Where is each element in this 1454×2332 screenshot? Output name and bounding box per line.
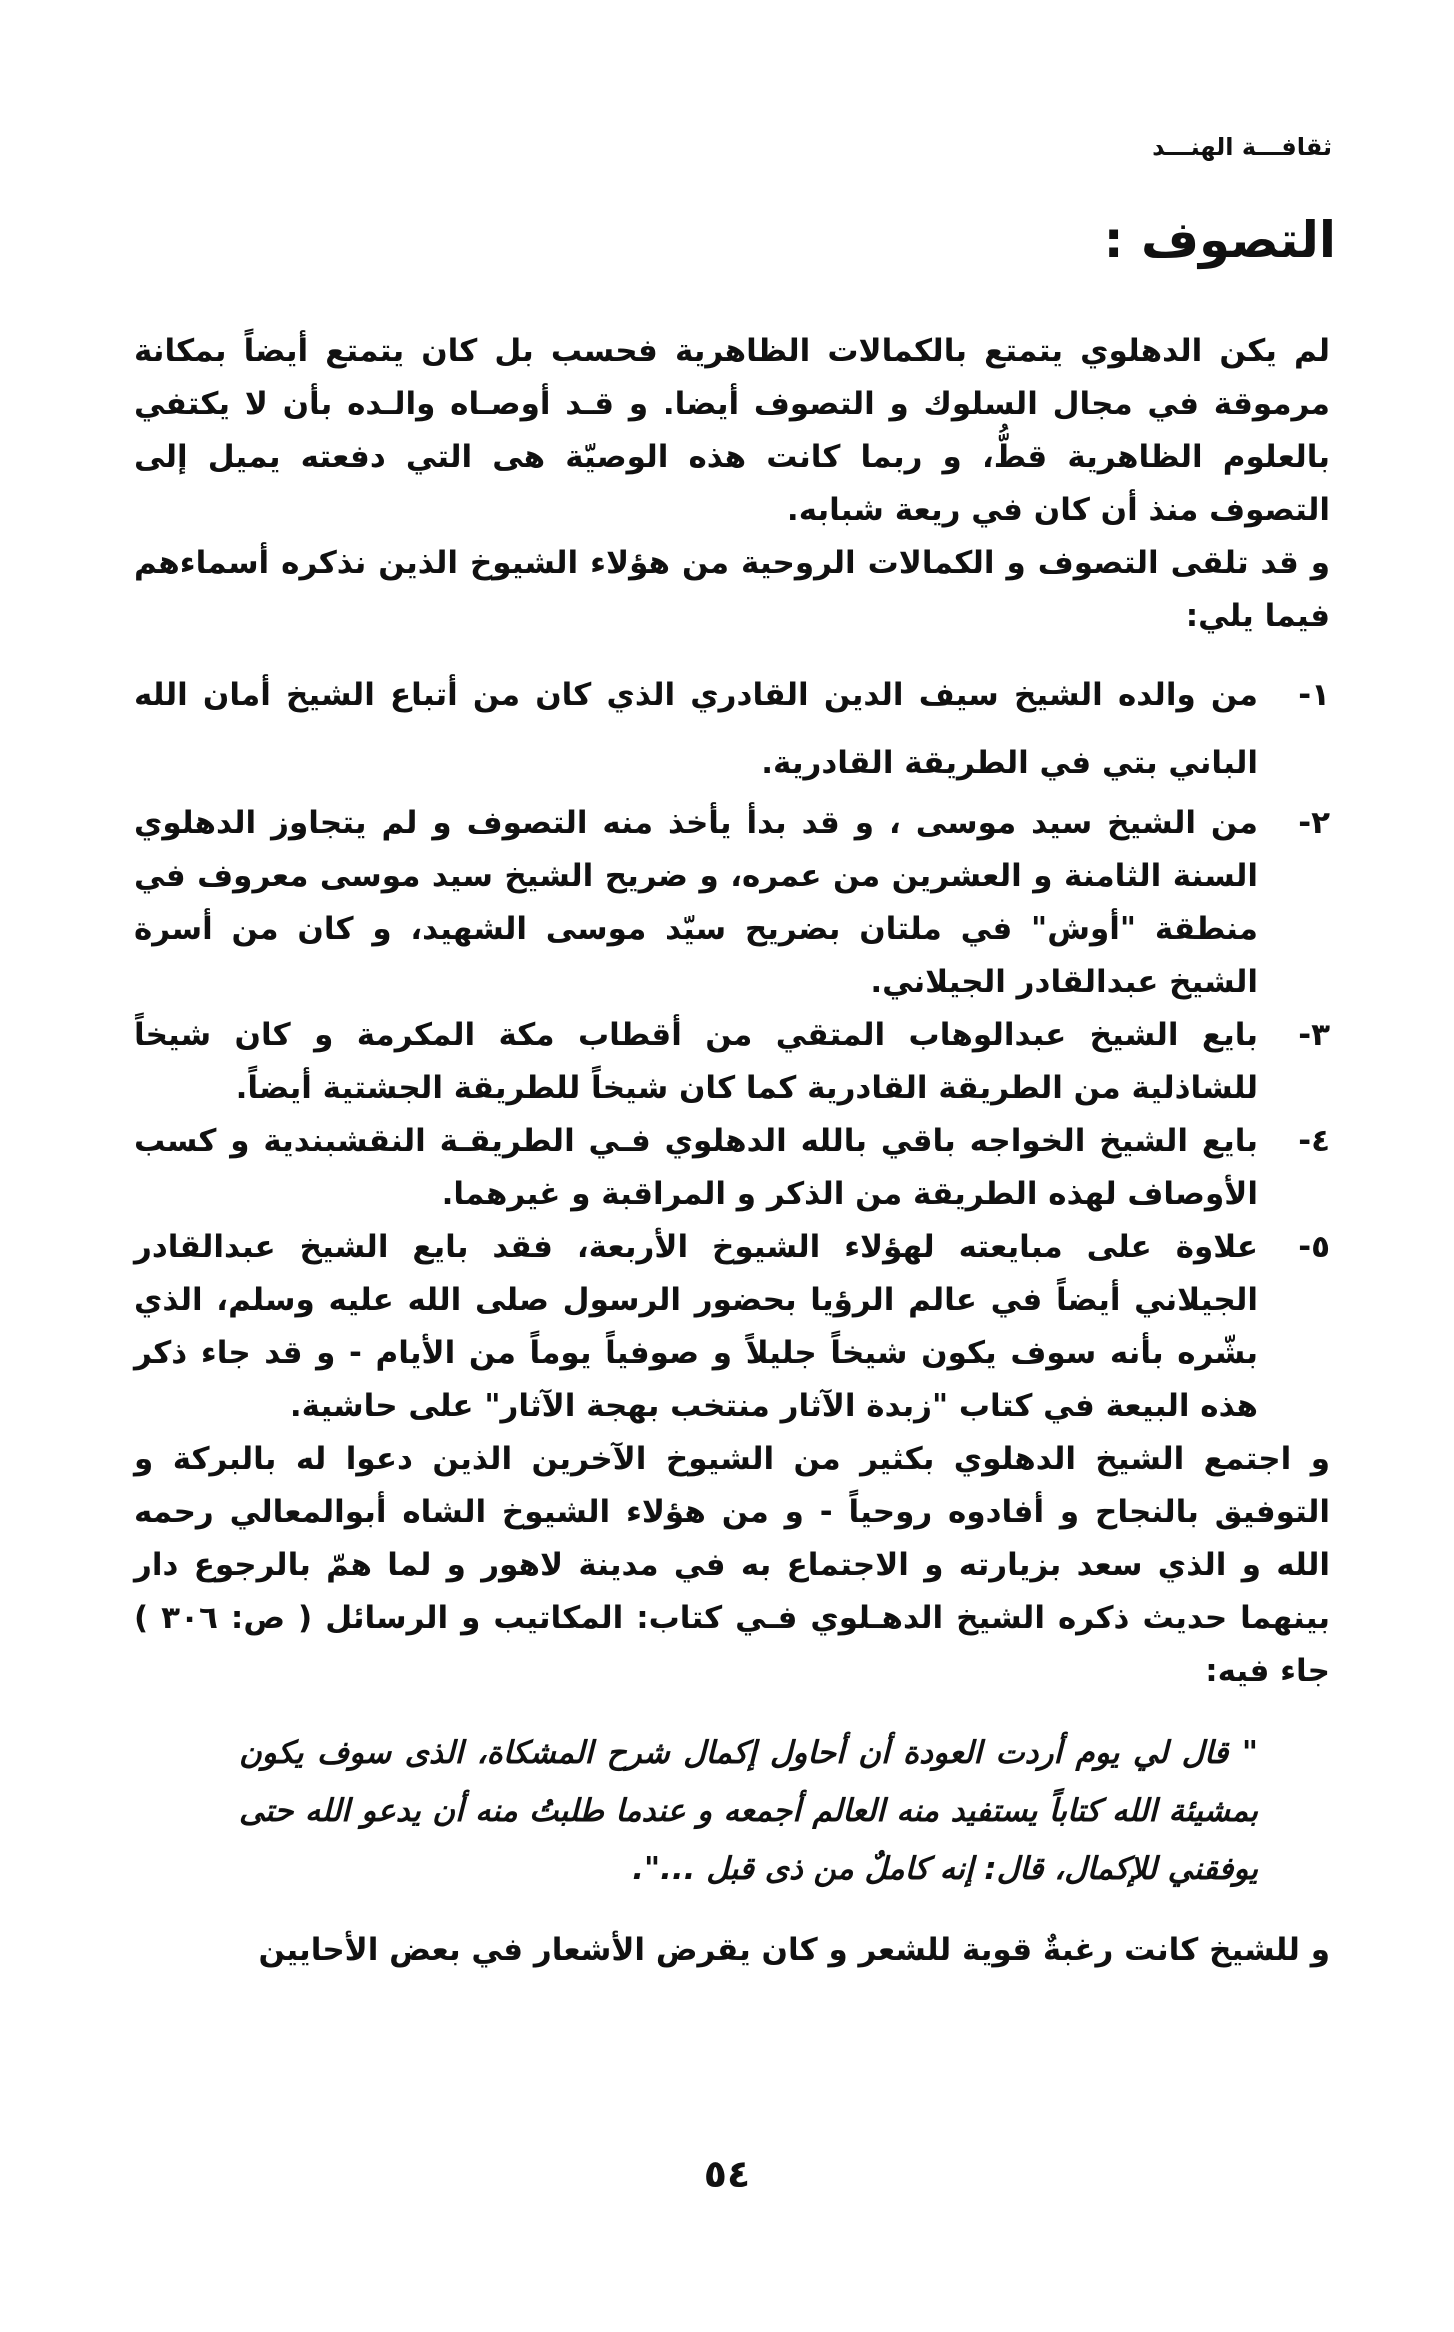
list-number: ١- — [1298, 677, 1330, 713]
list-number: ٣- — [1298, 1017, 1330, 1053]
list-item-text: من الشيخ سيد موسى ، و قد بدأ يأخذ منه التصوف و لم يتجاوز الدهلوي السنة الثامنة و العشرين من عمره، و ضريح الشيخ سيد موسى معروف في منطقة "أوش" في ملتان بضريح سيّد موسى الشهيد، و كان من أسرة الشيخ عبدالقادر الجيلاني. — [134, 805, 1258, 1000]
page-body — [134, 325, 1330, 1977]
intro-paragraph: لم يكن الدهلوي يتمتع بالكمالات الظاهرية فحسب بل كان يتمتع أيضاً بمكانة مرموقة في مجال السلوك و التصوف أيضا. و قـد أوصـاه والـده بأن لا يكتفي بالعلوم الظاهرية قطُّ، و ربما كانت هذه الوصيّة هى التي دفعته يميل إلى التصوف منذ أن كان في ريعة شبابه. — [134, 333, 1330, 528]
list-number: ٥- — [1298, 1229, 1330, 1265]
page-number: ٥٤ — [703, 2152, 751, 2196]
list-item — [134, 797, 1330, 1009]
list-item — [134, 661, 1330, 797]
quotation: " قال لي يوم أردت العودة أن أحاول إكمال شرح المشكاة، الذى سوف يكون بمشيئة الله كتاباً يستفيد منه العالم أجمعه و عندما طلبتُ منه أن يدعو الله حتى يوفقني للإكمال، قال: إنه كاملٌ من ذى قبل ...". — [239, 1735, 1258, 1887]
closing-paragraph: و للشيخ كانت رغبةٌ قوية للشعر و كان يقرض الأشعار في بعض الأحايين — [258, 1932, 1330, 1968]
list-item-text: من والده الشيخ سيف الدين القادري الذي كان من أتباع الشيخ أمان الله الباني بتي في الطريقة القادرية. — [134, 677, 1258, 781]
list-item-text: علاوة على مبايعته لهؤلاء الشيوخ الأربعة، فقد بايع الشيخ عبدالقادر الجيلاني أيضاً في عالم الرؤيا بحضور الرسول صلى الله عليه وسلم، الذي بشّره بأنه سوف يكون شيخاً جليلاً و صوفياً يوماً من الأيام - و قد جاء ذكر هذه البيعة في كتاب "زبدة الآثار منتخب بهجة الآثار" على حاشية. — [134, 1229, 1258, 1424]
list-number: ٢- — [1298, 805, 1330, 841]
teachers-intro-paragraph: و قد تلقى التصوف و الكمالات الروحية من هؤلاء الشيوخ الذين نذكره أسماءهم فيما يلي: — [134, 545, 1330, 634]
gathering-paragraph: و اجتمع الشيخ الدهلوي بكثير من الشيوخ الآخرين الذين دعوا له بالبركة و التوفيق بالنجاح و أفادوه روحياً - و من هؤلاء الشيوخ الشاه أبوالمعالي رحمه الله و الذي سعد بزيارته و الاجتماع به في مدينة لاهور و لما همّ بالرجوع دار بينهما حديث ذكره الشيخ الدهـلوي فـي كتاب: المكاتيب و الرسائل ( ص: ٣٠٦ ) جاء فيه: — [134, 1441, 1330, 1689]
list-item — [134, 1009, 1330, 1115]
running-header: ثقافـــة الهنـــد — [1152, 133, 1332, 161]
list-item-text: بايع الشيخ عبدالوهاب المتقي من أقطاب مكة المكرمة و كان شيخاً للشاذلية من الطريقة القادرية كما كان شيخاً للطريقة الجشتية أيضاً. — [134, 1017, 1258, 1106]
section-title: التصوف : — [1103, 211, 1336, 269]
list-number: ٤- — [1298, 1123, 1330, 1159]
list-item-text: بايع الشيخ الخواجه باقي بالله الدهلوي فـي الطريقـة النقشبندية و كسب الأوصاف لهذه الطريقة من الذكر و المراقبة و غيرهما. — [134, 1123, 1258, 1212]
list-item — [134, 1115, 1330, 1221]
teachers-list — [134, 661, 1330, 1433]
list-item — [134, 1221, 1330, 1433]
